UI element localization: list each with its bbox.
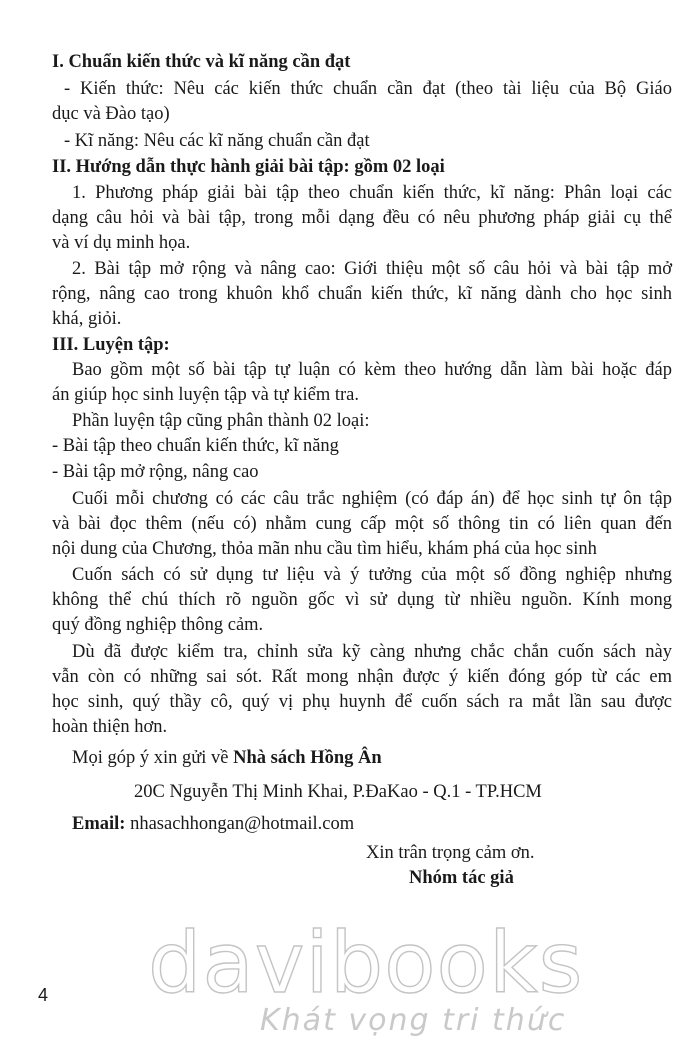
practice-p3-line-3: nội dung của Chương, thỏa mãn nhu cầu tìm hiểu, khám phá của học sinh	[52, 539, 597, 559]
thanks-line: Xin trân trọng cảm ơn.	[366, 843, 535, 863]
item1-line-2: dạng câu hỏi và bài tập, trong mỗi dạng đều có nêu phương pháp giải cụ thể	[52, 208, 672, 228]
practice-p1-line-2: án giúp học sinh luyện tập và tự kiểm tra.	[52, 385, 359, 405]
practice-p4-line-3: quý đồng nghiệp thông cảm.	[52, 615, 264, 635]
practice-p2: Phần luyện tập cũng phân thành 02 loại:	[72, 411, 370, 431]
practice-p1-line-1: Bao gồm một số bài tập tự luận có kèm theo hướng dẫn làm bài hoặc đáp	[72, 360, 672, 380]
practice-p5-line-3: học sinh, quý thầy cô, quý vị phụ huynh để cuốn sách ra mắt lần sau được	[52, 692, 672, 712]
item1-line-1: 1. Phương pháp giải bài tập theo chuẩn kiến thức, kĩ năng: Phân loại các	[72, 183, 672, 203]
practice-p5-line-1: Dù đã được kiểm tra, chỉnh sửa kỹ càng nhưng chắc chắn cuốn sách này	[72, 642, 672, 662]
practice-p4-line-1: Cuốn sách có sử dụng tư liệu và ý tưởng của một số đồng nghiệp nhưng	[72, 565, 672, 585]
contact-prefix: Mọi góp ý xin gửi về	[72, 748, 234, 768]
email-label: Email:	[72, 814, 126, 834]
skills-line: - Kĩ năng: Nêu các kĩ năng chuẩn cần đạt	[64, 131, 370, 151]
knowledge-line-2: dục và Đào tạo)	[52, 104, 170, 124]
email-address: nhasachhongan@hotmail.com	[125, 814, 355, 834]
practice-p3-line-2: và bài đọc thêm (nếu có) nhằm cung cấp một số thông tin có liên quan đến	[52, 514, 672, 534]
authors-line: Nhóm tác giả	[409, 868, 514, 888]
page-number: 4	[38, 985, 49, 1005]
section1-heading: I. Chuẩn kiến thức và kĩ năng cần đạt	[52, 52, 351, 72]
section2-heading: II. Hướng dẫn thực hành giải bài tập: gồm 02 loại	[52, 157, 445, 177]
practice-p4-line-2: không thể chú thích rõ nguồn gốc vì sử dụng từ nhiều nguồn. Kính mong	[52, 590, 672, 610]
item2-line-3: khá, giỏi.	[52, 309, 122, 329]
knowledge-line-1: - Kiến thức: Nêu các kiến thức chuẩn cần đạt (theo tài liệu của Bộ Giáo	[64, 79, 672, 99]
contact-line	[72, 746, 692, 770]
item1-line-3: và ví dụ minh họa.	[52, 233, 191, 253]
address-line: 20C Nguyễn Thị Minh Khai, P.ĐaKao - Q.1 - TP.HCM	[134, 782, 542, 802]
practice-p3-line-1: Cuối mỗi chương có các câu trắc nghiệm (có đáp án) để học sinh tự ôn tập	[72, 489, 672, 509]
practice-bullet-1: - Bài tập theo chuẩn kiến thức, kĩ năng	[52, 436, 339, 456]
email-line	[72, 812, 692, 836]
watermark-brand: davibooks	[148, 914, 584, 1012]
publisher-name: Nhà sách Hồng Ân	[233, 748, 382, 768]
watermark-tagline: Khát vọng tri thức	[260, 1003, 567, 1038]
item2-line-2: rộng, nâng cao trong khuôn khổ chuẩn kiến thức, kĩ năng dành cho học sinh	[52, 284, 672, 304]
section3-heading: III. Luyện tập:	[52, 335, 170, 355]
practice-bullet-2: - Bài tập mở rộng, nâng cao	[52, 462, 259, 482]
practice-p5-line-2: vẫn còn có những sai sót. Rất mong nhận được ý kiến đóng góp từ các em	[52, 667, 672, 687]
practice-p5-line-4: hoàn thiện hơn.	[52, 717, 168, 737]
item2-line-1: 2. Bài tập mở rộng và nâng cao: Giới thiệu một số câu hỏi và bài tập mở	[72, 259, 672, 279]
